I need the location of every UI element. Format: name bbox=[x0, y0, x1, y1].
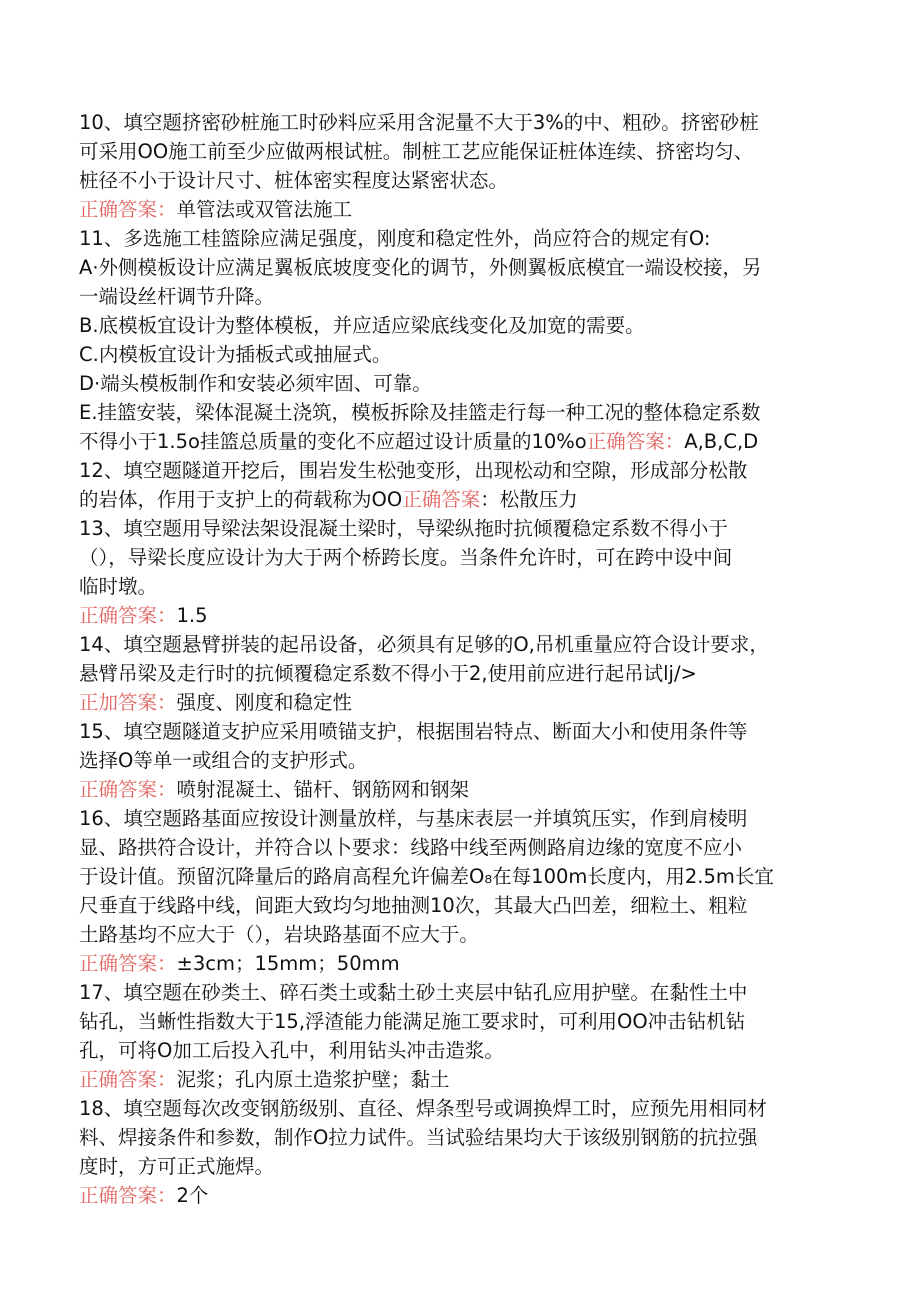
text-line: 13、填空题用导梁法架设混凝土梁时，导梁纵拖时抗倾覆稳定系数不得小于 bbox=[79, 517, 728, 540]
answer-value: ±3cm；15mm；50mm bbox=[176, 952, 400, 975]
text-line: 显、路拱符合设计，并符合以卜要求：线路中线至两侧路肩边缘的宽度不应小 bbox=[79, 836, 743, 859]
answer-line bbox=[79, 949, 860, 978]
text-line-with-answer bbox=[79, 427, 860, 456]
answer-line bbox=[79, 688, 860, 717]
answer-label: 正确答案： bbox=[79, 198, 177, 221]
text-line: 11、多选施工桂篮除应满足强度，刚度和稳定性外，尚应符合的规定有O: bbox=[79, 227, 711, 250]
answer-value: 强度、刚度和稳定性 bbox=[176, 691, 353, 714]
text-line: 15、填空题隧道支护应采用喷锚支护，根据围岩特点、断面大小和使用条件等 bbox=[79, 720, 748, 743]
answer-label: 正确答案： bbox=[79, 952, 177, 975]
text-line: 桩径不小于设计尺寸、桩体密实程度达紧密状态。 bbox=[79, 169, 509, 192]
text-line: 一端设丝杆调节升降。 bbox=[79, 285, 275, 308]
text-line: 尺垂直于线路中线，间距大致均匀地抽测10次，其最大凸凹差，细粒土、粗粒 bbox=[79, 894, 748, 917]
answer-value: 2个 bbox=[176, 1184, 209, 1207]
answer-value: 喷射混凝土、锚杆、钢筋网和钢架 bbox=[176, 778, 470, 801]
answer-value: 单管法或双管法施工 bbox=[176, 198, 353, 221]
text-line: 选择O等单一或组合的支护形式。 bbox=[79, 749, 368, 772]
text-line: 土路基均不应大于（），岩块路基面不应大于。 bbox=[79, 923, 479, 946]
text-line: 可采用OO施工前至少应做两根试桩。制桩工艺应能保证桩体连续、挤密均匀、 bbox=[79, 140, 754, 163]
text-line: 悬臂吊梁及走行时的抗倾覆稳定系数不得小于2,使用前应进行起吊试lj/> bbox=[79, 662, 697, 685]
answer-value: 泥浆；孔内原土造浆护壁；黏土 bbox=[176, 1068, 450, 1091]
text-line: 度时，方可正式施焊。 bbox=[79, 1155, 275, 1178]
answer-label: 正确答案： bbox=[586, 430, 685, 453]
answer-label: 正确答案： bbox=[79, 778, 177, 801]
answer-value: ：松散压力 bbox=[480, 488, 578, 511]
text-line: A·外侧模板设计应满足翼板底坡度变化的调节，外侧翼板底模宜一端设校接，另 bbox=[79, 256, 762, 279]
text-line: E.挂篮安装，梁体混凝土浇筑，模板拆除及挂篮走行每一种工况的整体稳定系数 bbox=[79, 401, 761, 424]
text-line: 于设计值。预留沉降量后的路肩高程允许偏差O₈在每100m长度内，用2.5m长宜 bbox=[79, 865, 774, 888]
text-line: 临时墩。 bbox=[79, 575, 158, 598]
answer-line bbox=[79, 1065, 860, 1094]
text-line: D·端头模板制作和安装必须牢固、可靠。 bbox=[79, 372, 432, 395]
text-line: （），导梁长度应设计为大于两个桥跨长度。当条件允许时，可在跨中设中间 bbox=[79, 546, 733, 569]
text-line: 18、填空题每次改变钢筋级别、直径、焊条型号或调换焊工时，应预先用相同材 bbox=[79, 1097, 767, 1120]
text-line: C.内模板宜设计为插板式或抽屉式。 bbox=[79, 343, 392, 366]
text-line: B.底模板宜设计为整体模板，并应适应梁底线变化及加宽的需要。 bbox=[79, 314, 645, 337]
question-text: 的岩体，作用于支护上的荷载称为OO bbox=[79, 488, 403, 511]
answer-value: 1.5 bbox=[176, 604, 208, 627]
text-line: 钻孔，当蜥性指数大于15,浮渣能力能满足施工要求时，可利用OO冲击钻机钻 bbox=[79, 1010, 746, 1033]
text-line: 料、焊接条件和参数，制作O拉力试件。当试验结果均大于该级别钢筋的抗拉强 bbox=[79, 1126, 758, 1149]
text-line: 10、填空题挤密砂桩施工时砂料应采用含泥量不大于3%的中、粗砂。挤密砂桩 bbox=[79, 111, 759, 134]
answer-line bbox=[79, 601, 860, 630]
answer-value: A,B,C,D bbox=[684, 430, 759, 453]
answer-label: 正确答案： bbox=[79, 1184, 177, 1207]
text-line: 12、填空题隧道开挖后，围岩发生松弛变形，出现松动和空隙，形成部分松散 bbox=[79, 459, 748, 482]
text-line-with-answer bbox=[79, 485, 860, 514]
answer-label: 正确答案： bbox=[79, 604, 177, 627]
answer-line bbox=[79, 1181, 860, 1210]
text-line: 16、填空题路基面应按设计测量放样，与基床表层一并填筑压实，作到肩棱明 bbox=[79, 807, 748, 830]
text-line: 17、填空题在砂类土、碎石类土或黏土砂土夹层中钻孔应用护壁。在黏性土中 bbox=[79, 981, 748, 1004]
answer-label: 正确答案 bbox=[402, 488, 481, 511]
answer-label: 正确答案： bbox=[79, 1068, 177, 1091]
answer-line bbox=[79, 775, 860, 804]
text-line: 孔，可将O加工后投入孔中，利用钻头冲击造浆。 bbox=[79, 1039, 504, 1062]
text-line: 14、填空题悬臂拼装的起吊设备，必须具有足够的O,吊机重量应符合设计要求， bbox=[79, 633, 769, 656]
answer-label: 正加答案： bbox=[79, 691, 177, 714]
answer-line bbox=[79, 195, 860, 224]
question-text: 不得小于1.5o挂篮总质量的变化不应超过设计质量的10%o bbox=[79, 430, 587, 453]
